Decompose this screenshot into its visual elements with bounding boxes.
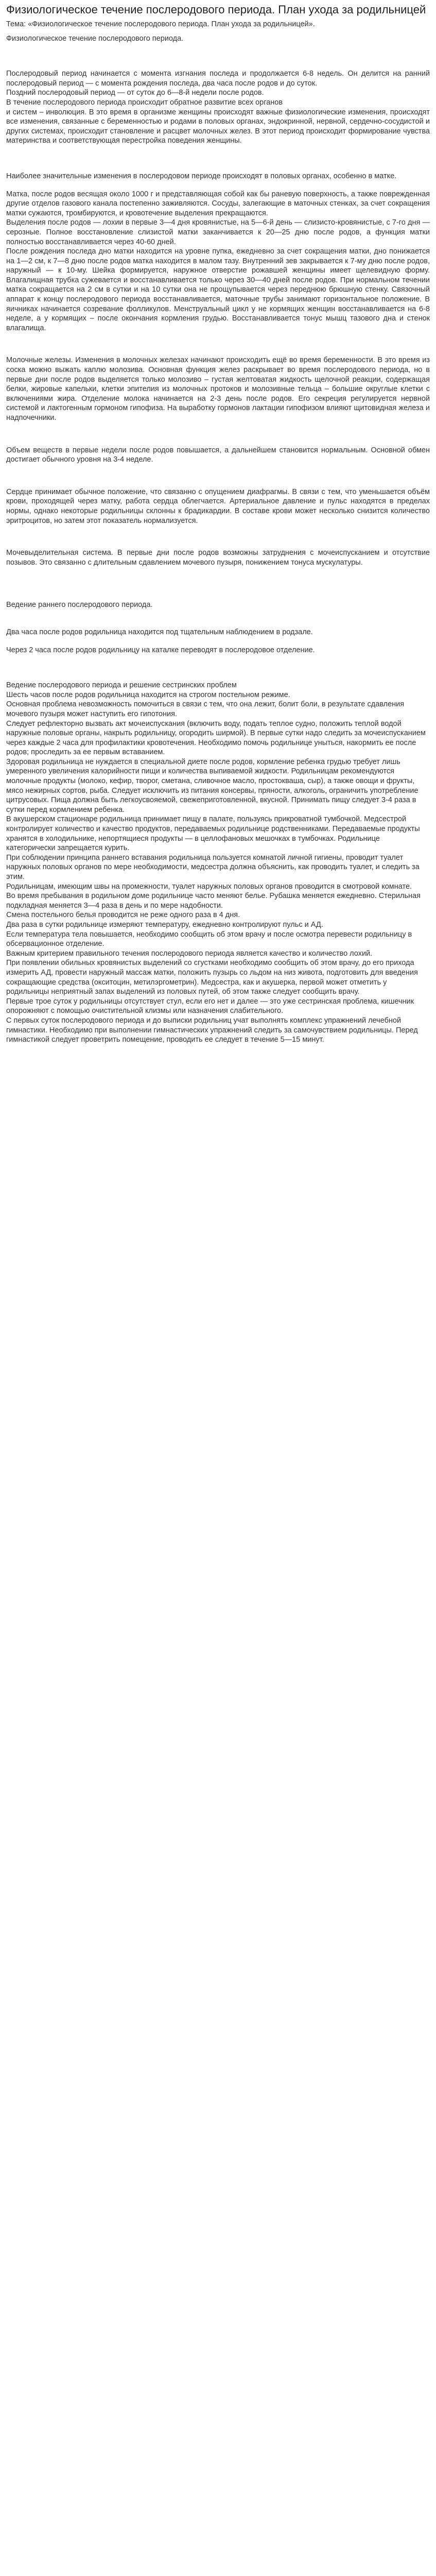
paragraph: Если температура тела повышается, необходимо сообщить об этом врачу и после осмотра перевести родильницу в обсервационное отделение.: [6, 930, 412, 948]
paragraph: Сердце принимает обычное положение, что связанно с опущением диафрагмы. В связи с тем, что уменьшается объём крови, проходящей через матку, работа сердца облегчается. Артериальное давление и пульс находятся в пределах нормы, однако некоторые родильницы склонны к брадикардии. В составе крови может несколько снизится количество эритроцитов, но затем этот показатель нормализуется.: [6, 487, 430, 525]
section-intro: [6, 69, 430, 146]
section-early-postpartum: [6, 600, 430, 655]
paragraph: Первые трое суток у родильницы отсутствует стул, если его нет и далее — это уже сестринская проблема, кишечник опорожняют с помощью очистительной клизмы или назначения слабительного.: [6, 997, 414, 1015]
paragraph: Два часа после родов родильница находится под тщательным наблюдением в родзале.: [6, 628, 313, 636]
section-heading: Ведение послеродового периода и решение сестринских проблем: [6, 681, 237, 690]
paragraph: Матка, после родов весящая около 1000 г и представляющая собой как бы раневую поверхность, а также поврежденная другие отделов газового канала постепенно заживляются. Сосуды, залегающие в маточных стенках, за счет сокращения матки сужаются, тромбируются, и кровотечение выделения прекращаются.: [6, 190, 430, 217]
paragraph: и систем – инволюция. В это время в организме женщины происходят важные физиологические изменения, происходят все изменения, связанные с беременностью и родами в половых органах, эндокринной, нервной, сердечно-сосудистой и других системах, происходит становление и расцвет молочных желез. В этот период происходит формирование чувства материнства и соответствующая перестройка поведения женщины.: [6, 108, 430, 145]
paragraph: Родильницам, имеющим швы на промежности, туалет наружных половых органов проводится в смотровой комнате.: [6, 882, 412, 891]
document-title: Физиологическое течение послеродового периода. План ухода за родильницей: [6, 3, 426, 16]
paragraph: Следует рефлекторно вызвать акт мочеиспускания (включить воду, подать теплое судно, положить теплой водой наружные половые органы, накрыть родильницу, огородить ширмой). В первые сутки надо следить за мочеиспусканием через каждые 2 часа для профилактики кровотечения. Необходимо помочь родильнице уныться, накормить ее после родов; проследить за ее первым вставанием.: [6, 719, 426, 757]
document-page: [0, 0, 436, 1055]
section-metabolism: [6, 446, 430, 465]
paragraph: Мочевыделительная система. В первые дни после родов возможны затруднения с мочеиспусканием и отсутствие позывов. Это связанно с длительным сдавлением мочевого пузыря, понижением тонуса мускулатуры.: [6, 549, 430, 567]
paragraph: Наиболее значительные изменения в послеродовом периоде происходят в половых органах, особенно в матке.: [6, 172, 397, 180]
section-nursing-care: [6, 681, 430, 1045]
paragraph: Через 2 часа после родов родильницу на каталке переводят в послеродовое отделение.: [6, 646, 315, 654]
paragraph: В течение послеродового периода происходит обратное развитие всех органов: [6, 98, 283, 107]
paragraph: Шесть часов после родов родильница находится на строгом постельном режиме.: [6, 690, 290, 699]
paragraph: Поздний послеродовый период — от суток до 6—8-й недели после родов.: [6, 89, 264, 97]
document-subtitle: Физиологическое течение послеродового периода.: [6, 34, 184, 43]
paragraph: Два раза в сутки родильнице измеряют температуру, ежедневно контролируют пульс и АД.: [6, 920, 323, 929]
paragraph: После рождения последа дно матки находится на уровне пупка, ежедневно за счет сокращения матки, дно понижается на 1—2 см, к 7—8 дню после родов матка находится в малом тазу. Внутренний зев закрывается к 7-му дню после родов, наружный — к 10-му. Шейка формируется, наружное отверстие рожавшей женщины имеет щелевидную форму. Влагалищная трубка сужевается и восстанавливается только через 30—40 дней после родов. При нормальном течении матка сокращается на 2 см в сутки и на 10 сутки она не прощупывается через переднюю брюшную стенку. Связочный аппарат к концу послеродового периода восстанавливается, маточные трубы занимают горизонтальное положение. В яичниках начинается созревание фолликулов. Менструальный цикл у не кормящих женщин восстанавливается на 6-8 неделе, а у кормящих – после окончания кормления грудью. Восстанавливается тонус мышц тазового дна и стенок влагалища.: [6, 247, 430, 332]
paragraph: Смена постельного белья проводится не реже одного раза в 4 дня.: [6, 911, 240, 920]
paragraph: Здоровая родильница не нуждается в специальной диете после родов, кормление ребенка грудью требует лишь умеренного увеличения калорийности пищи и количества выпиваемой жидкости. Родильницам рекомендуются молочные продукты (молоко, кефир, творог, сметана, сливочное масло, простокваша, сыр), а также овощи и фрукты, мясо нежирных сортов, рыба. Следует исключить из питания консервы, пряности, алкоголь, ограничить употребление цитрусовых. Пища должна быть легкоусвояемой, свежеприготовленной, вкусной. Принимать пищу следует 3-4 раза в сутки перед кормлением ребенка.: [6, 757, 418, 814]
paragraph: С первых суток послеродового периода и до выписки родильниц учат выполнять комплекс упражнений лечебной гимнастики. Необходимо при выполнении гимнастических упражнений следить за самочувствием родильницы. Перед гимнастикой следует проветрить помещение, проводить ее следует в течение 5—15 минут.: [6, 1016, 418, 1044]
paragraph: Выделения после родов — лохии в первые 3—4 дня кровянистые, на 5—6-й день — слизисто-кровянистые, с 7-го дня — серозные. Полное восстановление слизистой матки заканчивается к 20—25 дню после родов, а функция матки полностью восстанавливается через 40-60 дней.: [6, 218, 430, 246]
paragraph: Объем веществ в первые недели после родов повышается, а дальнейшем становится нормальным. Основной обмен достигает обычного уровня на 3-4 неделе.: [6, 446, 430, 464]
section-urinary-system: [6, 548, 430, 567]
paragraph: При появлении обильных кровянистых выделений со сгустками необходимо сообщить об этом врачу, до его прихода измерить АД, провести наружный массаж матки, положить пузырь со льдом на низ живота, подготовить для введения сокращающие средства (окситоцин, метилэргометрин). Медсестра, как и акушерка, первой может отметить у родильницы неприятный запах выделений из половых путей, об этом также следует сообщить врачу.: [6, 959, 418, 996]
section-mammary-glands: [6, 355, 430, 422]
paragraph: При соблюдении принципа раннего вставания родильница пользуется комнатой личной гигиены, проводит туалет наружных половых органов по мере необходимости, медсестра должна объяснить, как проводить туалет, и следить за этим.: [6, 853, 420, 881]
paragraph: Во время пребывания в родильном доме родильнице часто меняют белье. Рубашка меняется ежедневно. Стерильная подкладная меняется 3—4 раза в день и по мере надобности.: [6, 892, 421, 910]
section-heart: [6, 487, 430, 526]
paragraph: Важным критерием правильного течения послеродового периода является качество и количество лохий.: [6, 949, 373, 958]
paragraph: В акушерском стационаре родильница принимает пищу в палате, пользуясь прикроватной тумбочкой. Медсестрой контролирует количество и качество продуктов, передаваемых родильнице родственниками. Передаваемые продукты хранятся в холодильнике, непортящиеся продукты — в целлофановых мешочках в тумбочках. Родильнице категорически запрещается курить.: [6, 815, 420, 853]
paragraph: Основная проблема невозможность помочиться в связи с тем, что она лежит, болит боли, в результате сдавления мочевого пузыря может наступить его гипотония.: [6, 700, 405, 718]
section-genital-organs: [6, 172, 430, 333]
paragraph: Молочные железы. Изменения в молочных железах начинают происходить ещё во время беременности. В это время из соска можно выжать каплю молозива. Основная функция желез раскрывает во время послеродового периода, но в первые дни после родов выделяется только молозиво – густая желтоватая жидкость щелочной реакции, содержащая белки, жировые капельки, клетки эпителия из молочных протоков и молозивные тельца – большие округлые клетки с включениями жира. Отделение молока начинается на 2-3 день после родов. Его секреция регулируется нервной системой и лактогенным гормоном гипофиза. На выработку гормонов лактации гипофизом влияют щитовидная железа и надпочечники.: [6, 356, 430, 422]
section-heading: Ведение раннего послеродового периода.: [6, 601, 153, 609]
paragraph: Послеродовый период начинается с момента изгнания последа и продолжается 6-8 недель. Он делится на ранний послеродовый период — с момента рождения последа, два часа после родов и до суток.: [6, 70, 430, 88]
document-topic: Тема: «Физиологическое течение послеродового периода. План ухода за родильницей».: [6, 20, 315, 28]
